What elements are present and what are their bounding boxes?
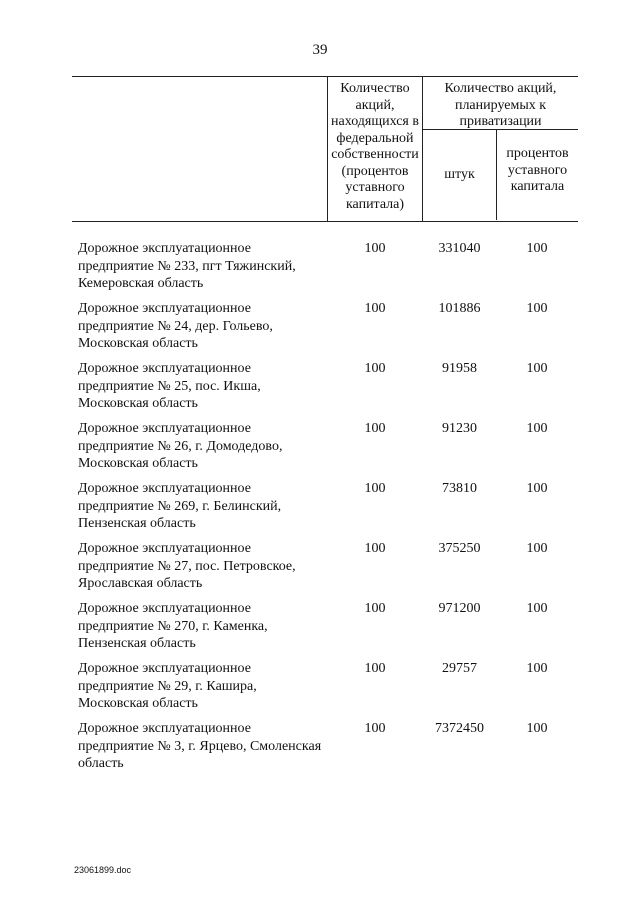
planned-shares: 73810 [442,481,477,496]
planned-shares: 29757 [442,661,477,676]
planned-shares: 971200 [438,601,481,616]
privatization-table [72,76,578,780]
planned-percent: 100 [526,721,548,736]
header-percent-column: процентов уставного капитала [496,130,578,220]
table-row [72,240,578,300]
owned-percent: 100 [364,601,386,616]
table-row [72,660,578,720]
planned-percent: 100 [526,601,548,616]
table-row [72,720,578,780]
planned-shares: 91230 [442,421,477,436]
planned-percent: 100 [526,361,548,376]
table-header [72,76,578,222]
enterprise-name: Дорожное эксплуатационное предприятие № 26, г. Домодедово, Московская область [78,421,283,471]
table-row [72,420,578,480]
planned-shares: 375250 [438,541,481,556]
enterprise-name: Дорожное эксплуатационное предприятие № 270, г. Каменка, Пензенская область [78,601,268,651]
planned-percent: 100 [526,661,548,676]
owned-percent: 100 [364,301,386,316]
enterprise-name: Дорожное эксплуатационное предприятие № 24, дер. Гольево, Московская область [78,301,273,351]
owned-percent: 100 [364,721,386,736]
planned-percent: 100 [526,541,548,556]
page-number: 39 [312,42,328,58]
enterprise-name: Дорожное эксплуатационное предприятие № 29, г. Кашира, Московская область [78,661,257,711]
document-filename: 23061899.doc [74,865,132,875]
enterprise-name: Дорожное эксплуатационное предприятие № 25, пос. Икша, Московская область [78,361,261,411]
planned-percent: 100 [526,301,548,316]
table-row [72,300,578,360]
owned-percent: 100 [364,661,386,676]
planned-percent: 100 [526,241,548,256]
planned-percent: 100 [526,421,548,436]
table-row [72,480,578,540]
header-shares-column: штук [444,167,475,182]
header-planned-group [423,77,578,221]
header-planned-title: Количество акций, планируемых к приватизации [423,77,578,130]
header-name-column [72,77,327,221]
header-owned-column: Количество акций, находящихся в федеральной собственности (процентов уставного капитала) [327,77,423,221]
enterprise-name: Дорожное эксплуатационное предприятие № 3, г. Ярцево, Смоленская область [78,721,322,771]
planned-percent: 100 [526,481,548,496]
owned-percent: 100 [364,481,386,496]
table-row [72,360,578,420]
planned-shares: 91958 [442,361,477,376]
planned-shares: 331040 [438,241,481,256]
owned-percent: 100 [364,241,386,256]
enterprise-name: Дорожное эксплуатационное предприятие № 269, г. Белинский, Пензенская область [78,481,282,531]
planned-shares: 101886 [438,301,481,316]
header-planned-subcolumns [423,130,578,220]
table-row [72,600,578,660]
enterprise-name: Дорожное эксплуатационное предприятие № 233, пгт Тяжинский, Кемеровская область [78,241,296,291]
enterprise-name: Дорожное эксплуатационное предприятие № 27, пос. Петровское, Ярославская область [78,541,296,591]
owned-percent: 100 [364,361,386,376]
owned-percent: 100 [364,541,386,556]
planned-shares: 7372450 [435,721,484,736]
owned-percent: 100 [364,421,386,436]
table-row [72,540,578,600]
table-body [72,240,578,780]
